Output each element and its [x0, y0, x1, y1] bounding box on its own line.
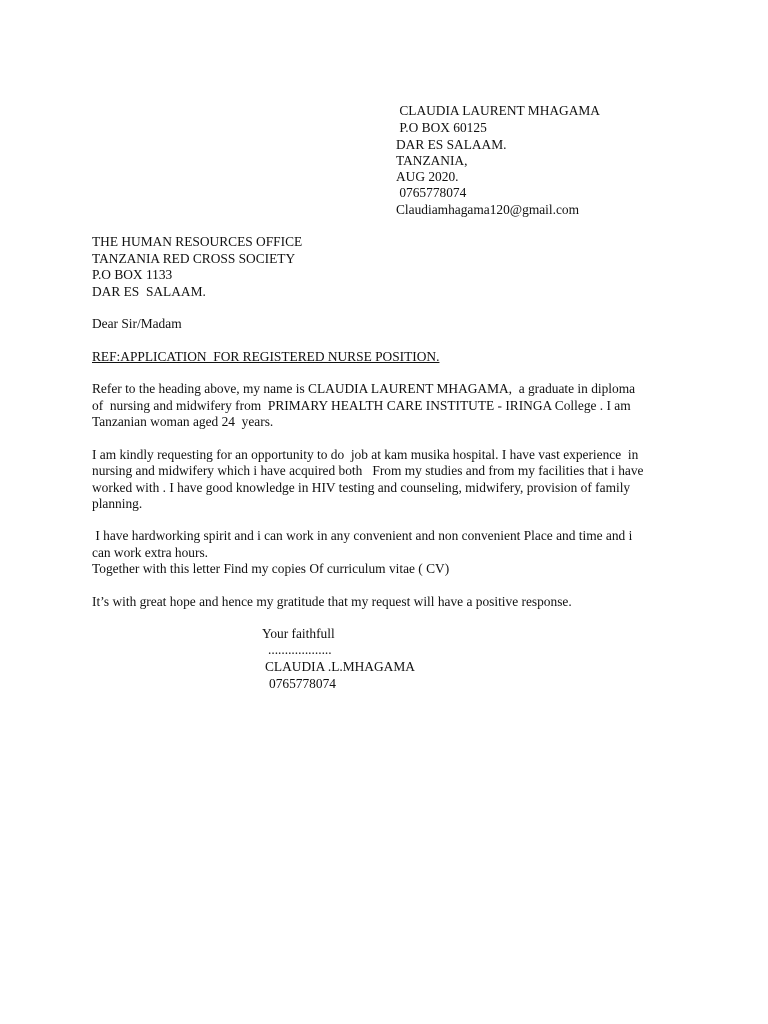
paragraph-line: Together with this letter Find my copies Of curriculum vitae ( CV) — [92, 561, 450, 576]
paragraph-line: planning. — [92, 496, 143, 511]
paragraph-line: nursing and midwifery which i have acquired both From my studies and from my facilities that i have — [92, 463, 644, 478]
signature-dots: ................... — [268, 642, 332, 657]
letter-date: AUG 2020. — [396, 169, 459, 184]
paragraph-line: worked with . I have good knowledge in HIV testing and counseling, midwifery, provision of family — [92, 480, 631, 495]
recipient-organization: TANZANIA RED CROSS SOCIETY — [92, 251, 296, 266]
salutation: Dear Sir/Madam — [92, 316, 182, 331]
sender-country: TANZANIA, — [396, 153, 468, 168]
paragraph-line: I am kindly requesting for an opportunity to do job at kam musika hospital. I have vast experience in — [92, 447, 639, 462]
paragraph-closing: It’s with great hope and hence my gratitude that my request will have a positive response. — [92, 594, 572, 609]
recipient-po-box: P.O BOX 1133 — [92, 267, 173, 282]
sender-phone: 0765778074 — [396, 185, 467, 200]
recipient-city: DAR ES SALAAM. — [92, 284, 206, 299]
paragraph-line: I have hardworking spirit and i can work in any convenient and non convenient Place and time and i — [92, 528, 633, 543]
subject-line: REF:APPLICATION FOR REGISTERED NURSE POSITION. — [92, 349, 440, 364]
valediction: Your faithfull — [262, 626, 335, 641]
sender-email: Claudiamhagama120@gmail.com — [396, 202, 580, 217]
sender-po-box: P.O BOX 60125 — [396, 120, 487, 135]
sender-city: DAR ES SALAAM. — [396, 137, 507, 152]
paragraph-line: Refer to the heading above, my name is CLAUDIA LAURENT MHAGAMA, a graduate in diploma — [92, 381, 636, 396]
paragraph-line: Tanzanian woman aged 24 years. — [92, 414, 274, 429]
paragraph-line: of nursing and midwifery from PRIMARY HEALTH CARE INSTITUTE - IRINGA College . I am — [92, 398, 631, 413]
sender-name: CLAUDIA LAURENT MHAGAMA — [396, 103, 600, 118]
signer-name: CLAUDIA .L.MHAGAMA — [265, 659, 415, 674]
paragraph-line: can work extra hours. — [92, 545, 209, 560]
signer-phone: 0765778074 — [269, 676, 336, 691]
recipient-office: THE HUMAN RESOURCES OFFICE — [92, 234, 303, 249]
